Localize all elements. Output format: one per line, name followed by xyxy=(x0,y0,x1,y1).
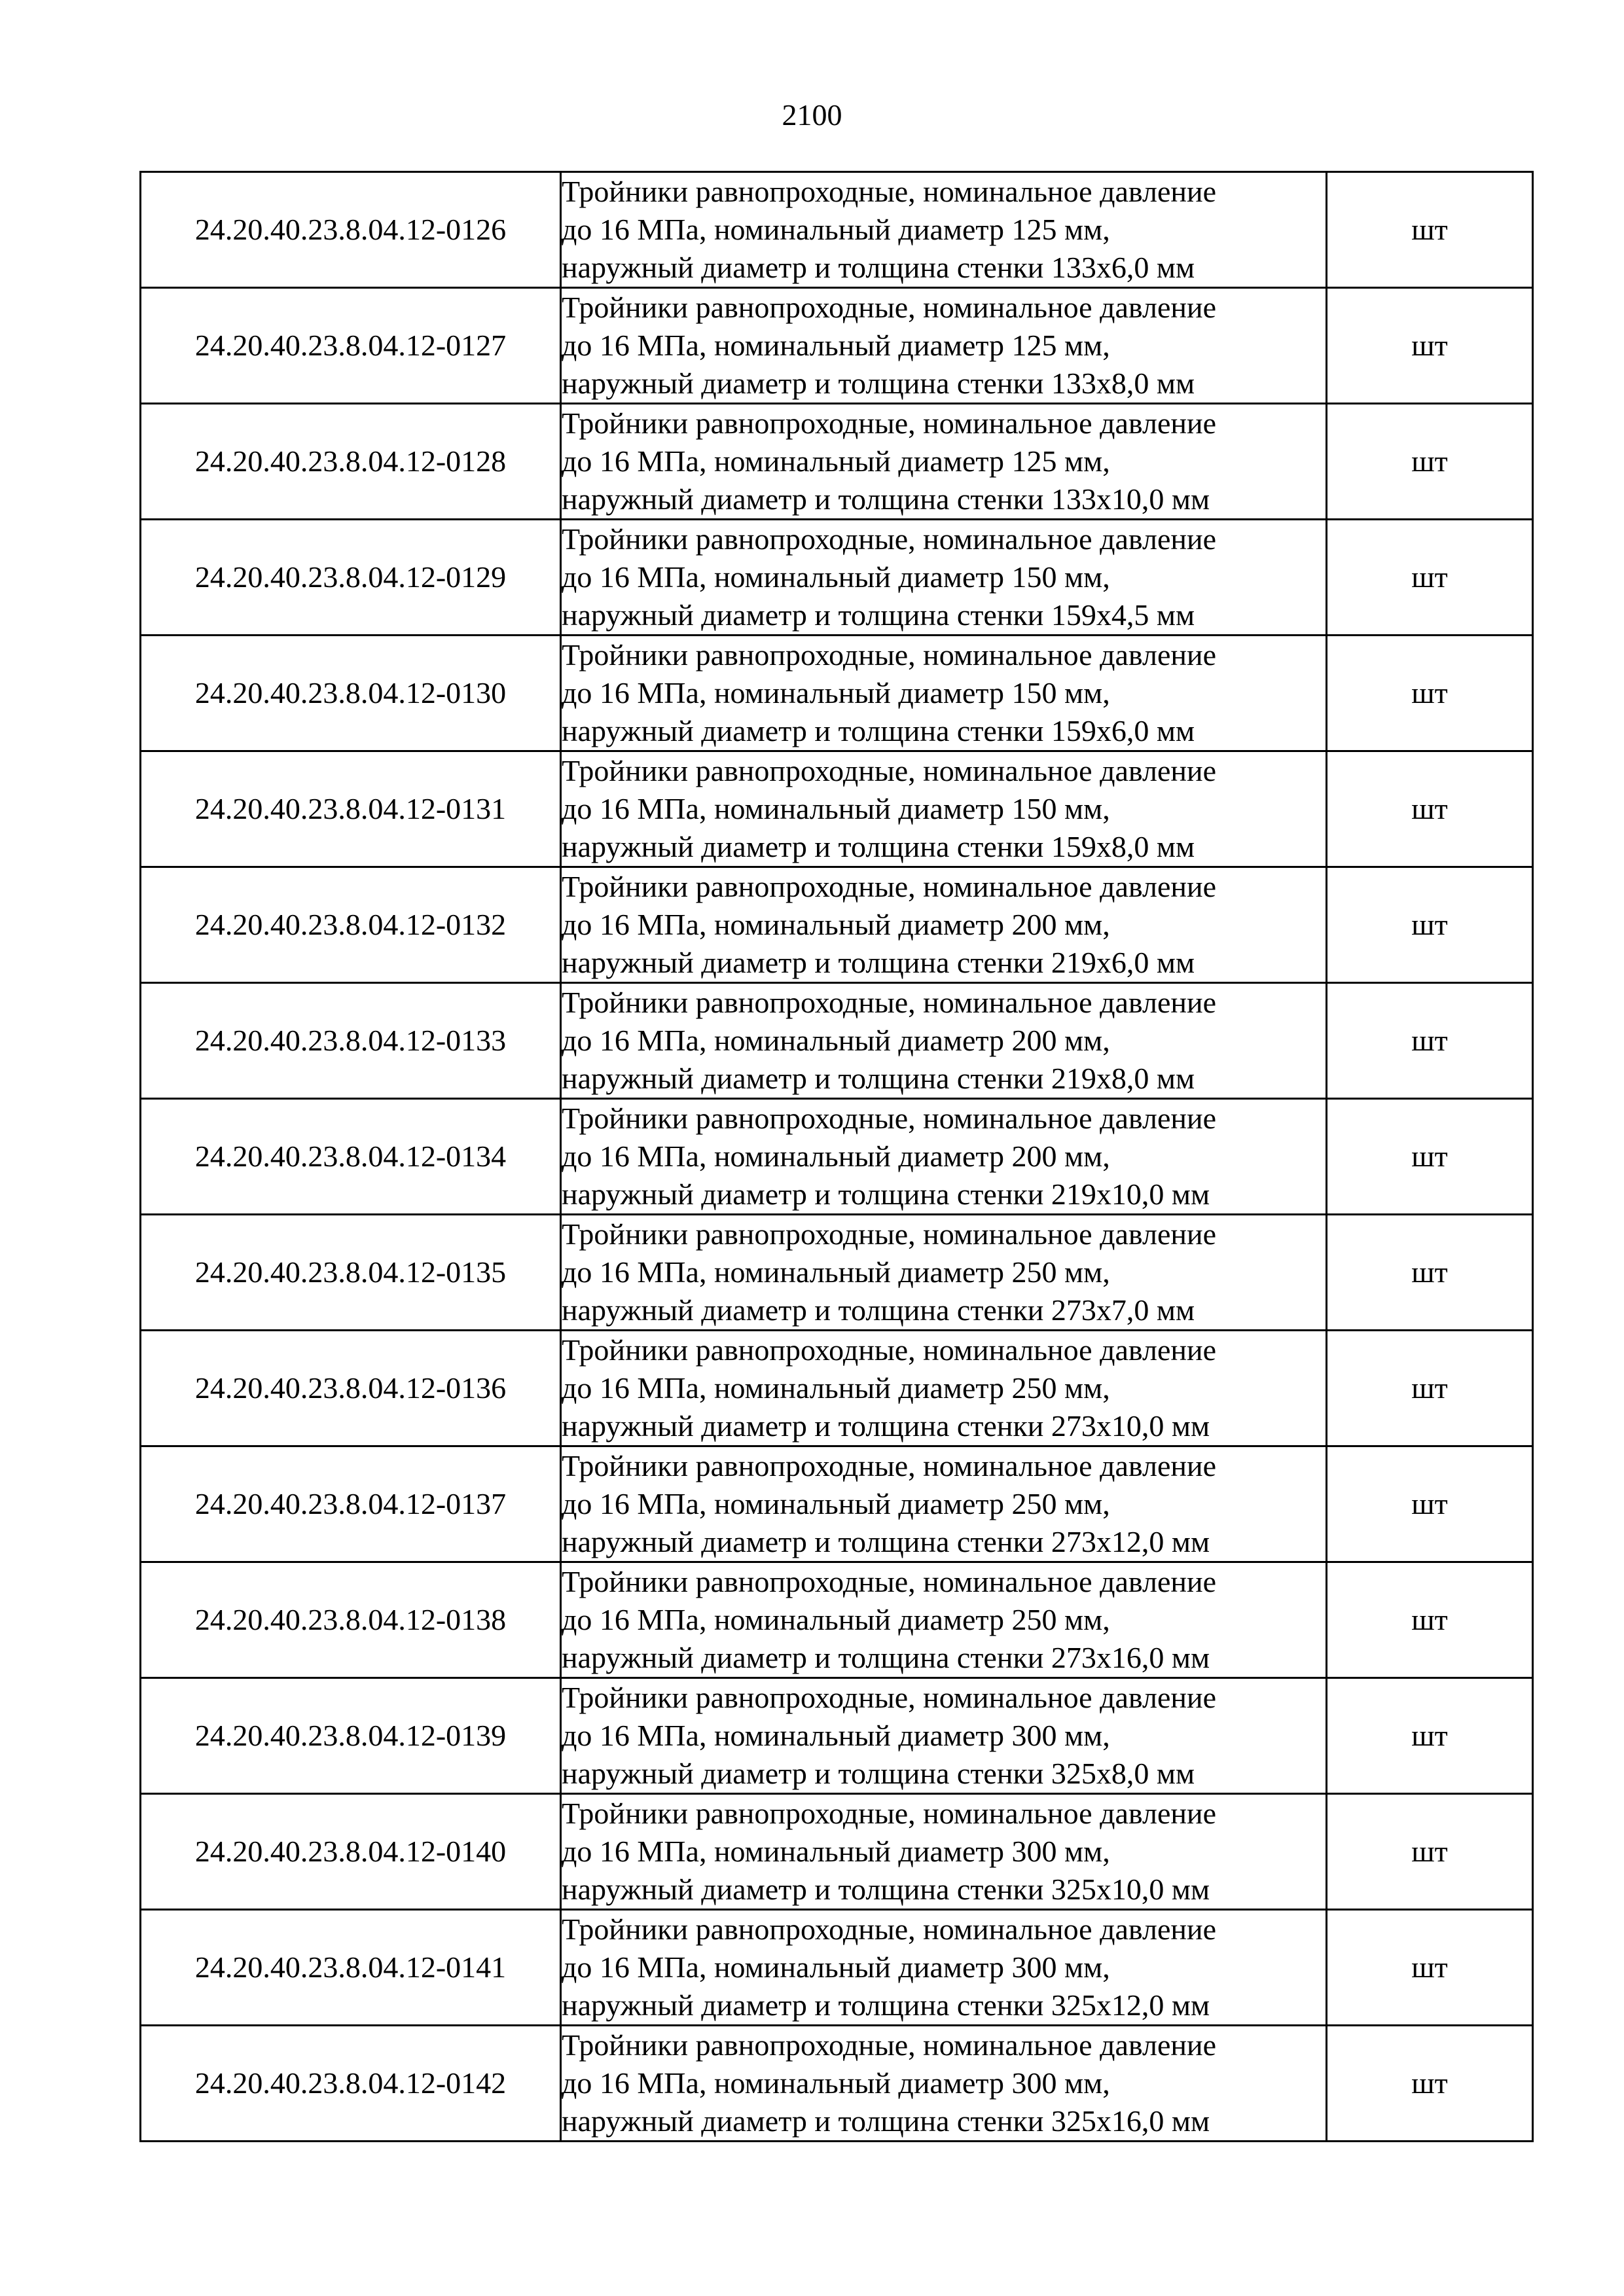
table-row xyxy=(141,520,1533,636)
item-description xyxy=(561,1794,1327,1910)
table-body xyxy=(141,172,1533,2142)
specification-table xyxy=(139,171,1534,2142)
item-code: 24.20.40.23.8.04.12-0140 xyxy=(141,1794,561,1910)
item-description xyxy=(561,288,1327,404)
item-unit: шт xyxy=(1327,288,1533,404)
table-row xyxy=(141,751,1533,867)
item-unit: шт xyxy=(1327,2026,1533,2142)
item-unit: шт xyxy=(1327,1562,1533,1678)
item-unit: шт xyxy=(1327,1678,1533,1794)
description-line: до 16 МПа, номинальный диаметр 200 мм, xyxy=(562,1024,1110,1057)
description-line: Тройники равнопроходные, номинальное давление xyxy=(562,1333,1217,1367)
description-line: до 16 МПа, номинальный диаметр 150 мм, xyxy=(562,676,1110,709)
table-row xyxy=(141,1446,1533,1562)
item-unit: шт xyxy=(1327,1910,1533,2026)
description-line: наружный диаметр и толщина стенки 273х10,0 мм xyxy=(562,1409,1210,1443)
item-unit: шт xyxy=(1327,1794,1533,1910)
table-row xyxy=(141,1794,1533,1910)
description-line: наружный диаметр и толщина стенки 159х6,0 мм xyxy=(562,714,1195,747)
description-line: Тройники равнопроходные, номинальное давление xyxy=(562,291,1217,324)
description-line: наружный диаметр и толщина стенки 273х16,0 мм xyxy=(562,1641,1210,1674)
description-line: наружный диаметр и толщина стенки 159х8,0 мм xyxy=(562,830,1195,863)
table-row xyxy=(141,983,1533,1099)
item-unit: шт xyxy=(1327,1446,1533,1562)
description-line: до 16 МПа, номинальный диаметр 250 мм, xyxy=(562,1487,1110,1520)
item-description xyxy=(561,2026,1327,2142)
item-code: 24.20.40.23.8.04.12-0136 xyxy=(141,1331,561,1446)
item-code: 24.20.40.23.8.04.12-0127 xyxy=(141,288,561,404)
item-unit: шт xyxy=(1327,172,1533,288)
description-line: до 16 МПа, номинальный диаметр 300 мм, xyxy=(562,1950,1110,1984)
item-description xyxy=(561,1099,1327,1215)
table-row xyxy=(141,1099,1533,1215)
item-description xyxy=(561,636,1327,751)
item-unit: шт xyxy=(1327,983,1533,1099)
item-description xyxy=(561,520,1327,636)
item-code: 24.20.40.23.8.04.12-0139 xyxy=(141,1678,561,1794)
item-unit: шт xyxy=(1327,404,1533,520)
item-code: 24.20.40.23.8.04.12-0128 xyxy=(141,404,561,520)
description-line: до 16 МПа, номинальный диаметр 150 мм, xyxy=(562,792,1110,825)
item-description xyxy=(561,1678,1327,1794)
description-line: до 16 МПа, номинальный диаметр 300 мм, xyxy=(562,1719,1110,1752)
item-unit: шт xyxy=(1327,636,1533,751)
description-line: Тройники равнопроходные, номинальное давление xyxy=(562,1449,1217,1482)
description-line: наружный диаметр и толщина стенки 273х7,0 мм xyxy=(562,1293,1195,1327)
table-row xyxy=(141,1331,1533,1446)
table-row xyxy=(141,1562,1533,1678)
description-line: наружный диаметр и толщина стенки 133х6,0 мм xyxy=(562,251,1195,284)
item-code: 24.20.40.23.8.04.12-0134 xyxy=(141,1099,561,1215)
description-line: наружный диаметр и толщина стенки 273х12,0 мм xyxy=(562,1525,1210,1558)
description-line: наружный диаметр и толщина стенки 159х4,5 мм xyxy=(562,598,1195,632)
description-line: наружный диаметр и толщина стенки 325х8,0 мм xyxy=(562,1757,1195,1790)
item-code: 24.20.40.23.8.04.12-0142 xyxy=(141,2026,561,2142)
description-line: Тройники равнопроходные, номинальное давление xyxy=(562,2028,1217,2062)
description-line: Тройники равнопроходные, номинальное давление xyxy=(562,1565,1217,1598)
item-description xyxy=(561,404,1327,520)
item-code: 24.20.40.23.8.04.12-0133 xyxy=(141,983,561,1099)
table-row xyxy=(141,172,1533,288)
item-code: 24.20.40.23.8.04.12-0126 xyxy=(141,172,561,288)
item-code: 24.20.40.23.8.04.12-0132 xyxy=(141,867,561,983)
item-description xyxy=(561,172,1327,288)
item-code: 24.20.40.23.8.04.12-0130 xyxy=(141,636,561,751)
description-line: Тройники равнопроходные, номинальное давление xyxy=(562,754,1217,787)
item-unit: шт xyxy=(1327,1215,1533,1331)
description-line: Тройники равнопроходные, номинальное давление xyxy=(562,406,1217,440)
description-line: Тройники равнопроходные, номинальное давление xyxy=(562,986,1217,1019)
description-line: наружный диаметр и толщина стенки 133х10,0 мм xyxy=(562,482,1210,516)
item-code: 24.20.40.23.8.04.12-0135 xyxy=(141,1215,561,1331)
item-unit: шт xyxy=(1327,867,1533,983)
page-number: 2100 xyxy=(782,98,842,132)
description-line: до 16 МПа, номинальный диаметр 250 мм, xyxy=(562,1603,1110,1636)
table-row xyxy=(141,867,1533,983)
item-code: 24.20.40.23.8.04.12-0129 xyxy=(141,520,561,636)
item-description xyxy=(561,1446,1327,1562)
description-line: наружный диаметр и толщина стенки 219х10,0 мм xyxy=(562,1177,1210,1211)
description-line: Тройники равнопроходные, номинальное давление xyxy=(562,870,1217,903)
description-line: Тройники равнопроходные, номинальное давление xyxy=(562,175,1217,208)
table-row xyxy=(141,2026,1533,2142)
item-code: 24.20.40.23.8.04.12-0137 xyxy=(141,1446,561,1562)
description-line: Тройники равнопроходные, номинальное давление xyxy=(562,1217,1217,1251)
description-line: до 16 МПа, номинальный диаметр 150 мм, xyxy=(562,560,1110,594)
description-line: до 16 МПа, номинальный диаметр 300 мм, xyxy=(562,1835,1110,1868)
description-line: наружный диаметр и толщина стенки 219х6,0 мм xyxy=(562,946,1195,979)
item-unit: шт xyxy=(1327,1331,1533,1446)
description-line: наружный диаметр и толщина стенки 325х16,0 мм xyxy=(562,2104,1210,2138)
item-description xyxy=(561,867,1327,983)
description-line: наружный диаметр и толщина стенки 133х8,0 мм xyxy=(562,367,1195,400)
item-code: 24.20.40.23.8.04.12-0131 xyxy=(141,751,561,867)
description-line: наружный диаметр и толщина стенки 325х12,0 мм xyxy=(562,1988,1210,2022)
description-line: Тройники равнопроходные, номинальное давление xyxy=(562,1797,1217,1830)
table-row xyxy=(141,1910,1533,2026)
table-row xyxy=(141,288,1533,404)
description-line: до 16 МПа, номинальный диаметр 125 мм, xyxy=(562,444,1110,478)
description-line: до 16 МПа, номинальный диаметр 200 мм, xyxy=(562,908,1110,941)
description-line: Тройники равнопроходные, номинальное давление xyxy=(562,1102,1217,1135)
table-row xyxy=(141,636,1533,751)
description-line: до 16 МПа, номинальный диаметр 125 мм, xyxy=(562,213,1110,246)
table-row xyxy=(141,1678,1533,1794)
description-line: до 16 МПа, номинальный диаметр 250 мм, xyxy=(562,1255,1110,1289)
description-line: до 16 МПа, номинальный диаметр 125 мм, xyxy=(562,329,1110,362)
description-line: до 16 МПа, номинальный диаметр 250 мм, xyxy=(562,1371,1110,1405)
description-line: Тройники равнопроходные, номинальное давление xyxy=(562,522,1217,556)
description-line: Тройники равнопроходные, номинальное давление xyxy=(562,638,1217,672)
description-line: наружный диаметр и толщина стенки 325х10,0 мм xyxy=(562,1873,1210,1906)
item-description xyxy=(561,751,1327,867)
description-line: Тройники равнопроходные, номинальное давление xyxy=(562,1912,1217,1946)
description-line: наружный диаметр и толщина стенки 219х8,0 мм xyxy=(562,1062,1195,1095)
item-description xyxy=(561,1562,1327,1678)
item-unit: шт xyxy=(1327,751,1533,867)
item-description xyxy=(561,1910,1327,2026)
description-line: до 16 МПа, номинальный диаметр 200 мм, xyxy=(562,1139,1110,1173)
description-line: Тройники равнопроходные, номинальное давление xyxy=(562,1681,1217,1714)
table-row xyxy=(141,1215,1533,1331)
item-description xyxy=(561,1331,1327,1446)
description-line: до 16 МПа, номинальный диаметр 300 мм, xyxy=(562,2066,1110,2100)
item-code: 24.20.40.23.8.04.12-0141 xyxy=(141,1910,561,2026)
table-row xyxy=(141,404,1533,520)
item-code: 24.20.40.23.8.04.12-0138 xyxy=(141,1562,561,1678)
item-unit: шт xyxy=(1327,520,1533,636)
item-description xyxy=(561,983,1327,1099)
item-unit: шт xyxy=(1327,1099,1533,1215)
item-description xyxy=(561,1215,1327,1331)
